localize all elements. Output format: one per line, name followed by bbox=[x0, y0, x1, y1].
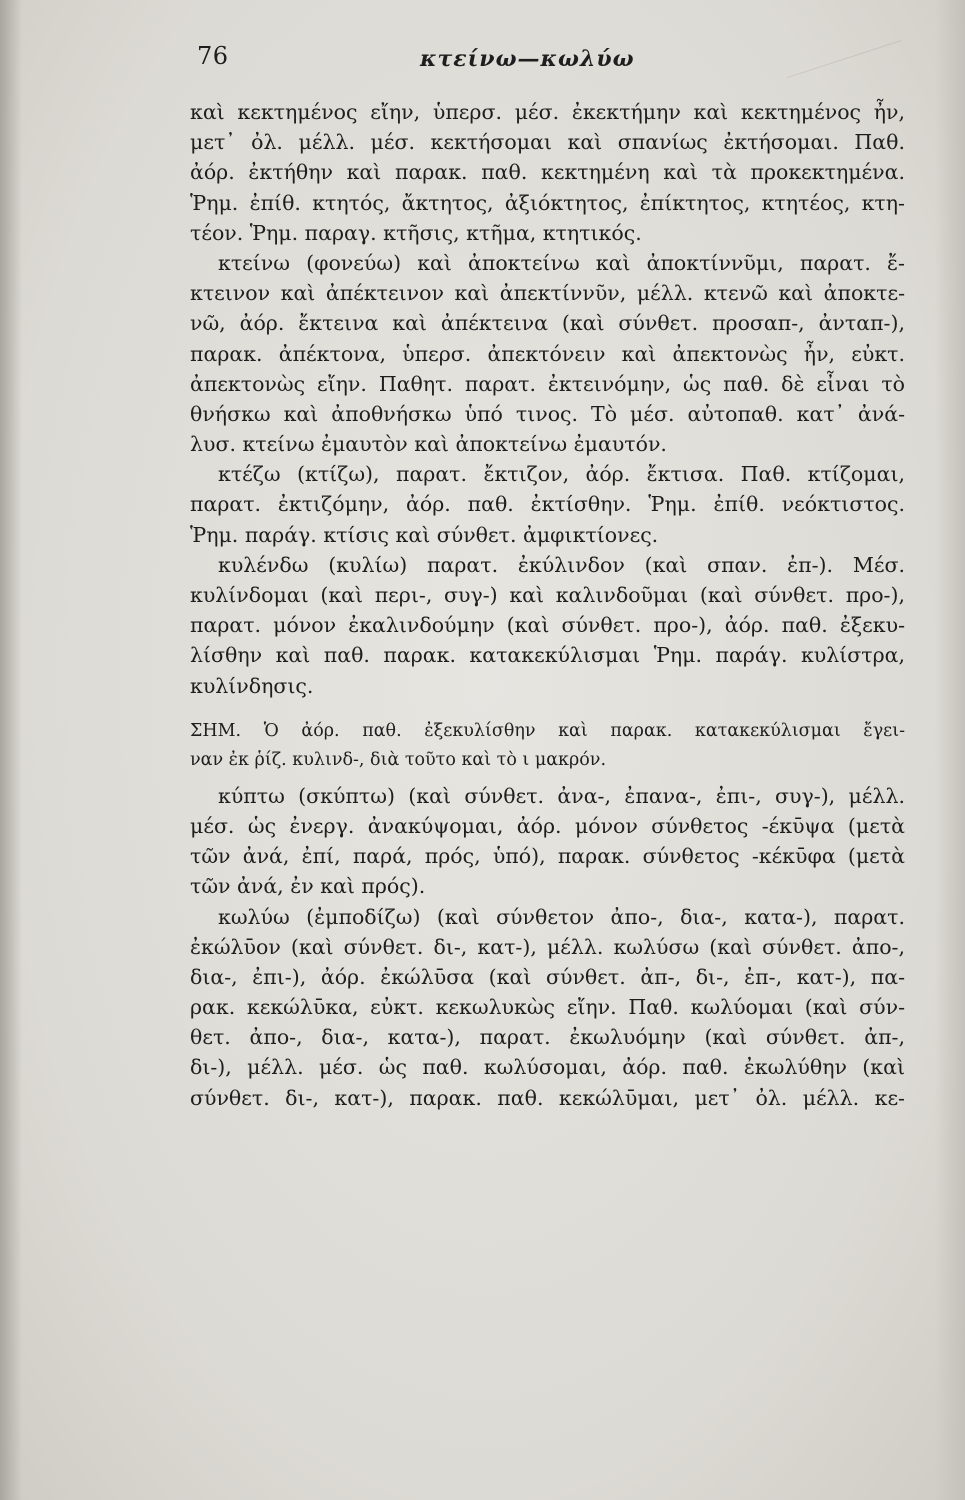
page-header bbox=[0, 42, 965, 82]
entry-line: σύνθετ. δι-, κατ-), παρακ. παθ. κεκώλῡμαι, μετ᾽ ὀλ. μέλλ. κε- bbox=[190, 1085, 905, 1110]
spacer bbox=[190, 701, 905, 717]
entry-line: δια-, ἐπι-), ἀόρ. ἐκώλῡσα (καὶ σύνθετ. ἀπ-, δι-, ἐπ-, κατ-), πα- bbox=[190, 964, 905, 989]
entry-line: ἐκώλῡον (καὶ σύνθετ. δι-, κατ-), μέλλ. κωλύσω (καὶ σύνθετ. ἀπο-, bbox=[190, 934, 905, 959]
entry-headword-line: κτείνω (φονεύω) καὶ ἀποκτείνω καὶ ἀποκτίννῦμι, παρατ. ἔ- bbox=[218, 250, 905, 275]
entry-line: τῶν ἀνά, ἐν καὶ πρός). bbox=[190, 874, 426, 899]
dictionary-text bbox=[190, 97, 905, 1113]
entry-line: κτεινον καὶ ἀπέκτεινον καὶ ἀπεκτίννῦν, μέλλ. κτενῶ καὶ ἀποκτε- bbox=[190, 281, 905, 306]
note-line: ΣΗΜ. Ὁ ἀόρ. παθ. ἐξεκυλίσθην καὶ παρακ. κατακεκύλισμαι ἔγει- bbox=[190, 720, 905, 741]
entry-line: ἀόρ. ἐκτήθην καὶ παρακ. παθ. κεκτημένη καὶ τὰ προκεκτημένα. bbox=[190, 160, 905, 185]
entry-line: καὶ κεκτημένος εἴην, ὑπερσ. μέσ. ἐκεκτήμην καὶ κεκτημένος ἦν, bbox=[190, 100, 905, 124]
entry-line: παρατ. μόνον ἐκαλινδούμην (καὶ σύνθετ. προ-), ἀόρ. παθ. ἐξεκυ- bbox=[190, 613, 905, 638]
entries-block-2 bbox=[190, 781, 905, 1113]
page-edge-right bbox=[935, 0, 965, 1500]
running-head: κτείνω—κωλύω bbox=[420, 46, 635, 72]
entry-line: ἀπεκτονὼς εἴην. Παθητ. παρατ. ἐκτεινόμην, ὡς παθ. δὲ εἶναι τὸ bbox=[190, 371, 905, 396]
entry-line: θετ. ἀπο-, δια-, κατα-), παρατ. ἐκωλυόμην (καὶ σύνθετ. ἀπ-, bbox=[190, 1025, 905, 1050]
entry-line: δι-), μέλλ. μέσ. ὡς παθ. κωλύσομαι, ἀόρ. παθ. ἐκωλύθην (καὶ bbox=[190, 1055, 905, 1080]
entry-line: Ῥημ. ἐπίθ. κτητός, ἄκτητος, ἀξιόκτητος, ἐπίκτητος, κτητέος, κτη- bbox=[190, 190, 905, 215]
note-block bbox=[190, 717, 905, 775]
entry-line: τῶν ἀνά, ἐπί, παρά, πρός, ὑπό), παρακ. σύνθετος -κέκῡφα (μετὰ bbox=[190, 844, 905, 869]
entry-line: παρακ. ἀπέκτονα, ὑπερσ. ἀπεκτόνειν καὶ ἀπεκτονὼς ἦν, εὐκτ. bbox=[190, 341, 905, 366]
entry-headword-line: κυλένδω (κυλίω) παρατ. ἐκύλινδον (καὶ σπαν. ἐπ-). Μέσ. bbox=[218, 552, 905, 577]
entry-line: λίσθην καὶ παθ. παρακ. κατακεκύλισμαι Ῥημ. παράγ. κυλίστρα, bbox=[190, 643, 905, 668]
entry-line: τέον. Ῥημ. παραγ. κτῆσις, κτῆμα, κτητικός. bbox=[190, 220, 642, 245]
entry-line: μέσ. ὡς ἐνεργ. ἀνακύψομαι, ἀόρ. μόνον σύνθετος -έκῡψα (μετὰ bbox=[190, 813, 905, 838]
entry-line: ρακ. κεκώλῡκα, εὐκτ. κεκωλυκὼς εἴην. Παθ. κωλύομαι (καὶ σύν- bbox=[190, 995, 905, 1020]
entries-block-1 bbox=[190, 97, 905, 701]
entry-line: θνήσκω καὶ ἀποθνήσκω ὑπό τινος. Τὸ μέσ. αὐτοπαθ. κατ᾽ ἀνά- bbox=[190, 401, 905, 426]
entry-headword-line: κωλύω (ἐμποδίζω) (καὶ σύνθετον ἀπο-, δια-, κατα-), παρατ. bbox=[218, 904, 905, 929]
entry-line: κυλίνδομαι (καὶ περι-, συγ-) καὶ καλινδοῦμαι (καὶ σύνθετ. προ-), bbox=[190, 583, 905, 607]
entry-line: Ῥημ. παράγ. κτίσις καὶ σύνθετ. ἀμφικτίονες. bbox=[190, 522, 659, 547]
entry-headword-line: κτέζω (κτίζω), παρατ. ἔκτιζον, ἀόρ. ἔκτισα. Παθ. κτίζομαι, bbox=[218, 462, 905, 487]
entry-line: κυλίνδησις. bbox=[190, 673, 314, 698]
entry-line: νῶ, ἀόρ. ἔκτεινα καὶ ἀπέκτεινα (καὶ σύνθετ. προσαπ-, ἀνταπ-), bbox=[190, 311, 905, 336]
entry-line: μετ᾽ ὀλ. μέλλ. μέσ. κεκτήσομαι καὶ σπανίως ἐκτήσομαι. Παθ. bbox=[190, 130, 905, 155]
page-edge-shadow bbox=[0, 0, 22, 1500]
entry-line: παρατ. ἐκτιζόμην, ἀόρ. παθ. ἐκτίσθην. Ῥημ. ἐπίθ. νεόκτιστος. bbox=[190, 492, 905, 517]
page-number: 76 bbox=[197, 42, 229, 70]
entry-headword-line: κύπτω (σκύπτω) (καὶ σύνθετ. ἀνα-, ἐπανα-, ἐπι-, συγ-), μέλλ. bbox=[218, 783, 905, 808]
entry-line: λυσ. κτείνω ἐμαυτὸν καὶ ἀποκτείνω ἐμαυτόν. bbox=[190, 432, 667, 457]
note-line: ναν ἐκ ῥίζ. κυλινδ-, διὰ τοῦτο καὶ τὸ ι μακρόν. bbox=[190, 749, 607, 770]
